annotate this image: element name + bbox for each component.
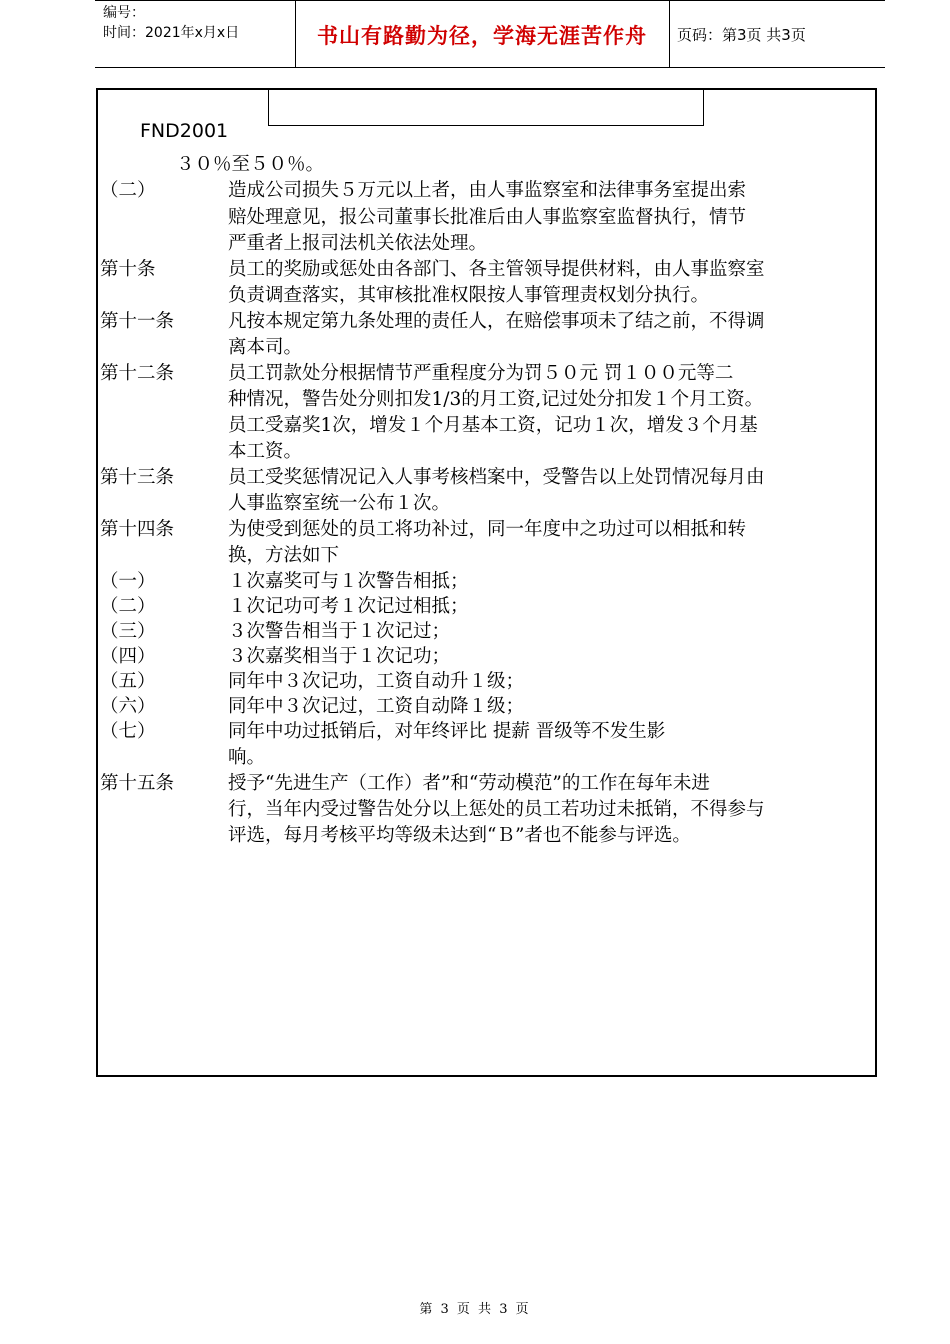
clause-text: 同年中３次记过，工资自动降１级； (228, 696, 525, 717)
clause-label: 第十五条 (100, 773, 175, 794)
clause-text: 响。 (228, 747, 266, 768)
header-motto: 书山有路勤为径，学海无涯苦作舟 (317, 23, 647, 48)
document-code: FND2001 (140, 120, 229, 142)
clause-label: （六） (100, 696, 156, 717)
clause-text: 员工受嘉奖1次，增发１个月基本工资，记功１次，增发３个月基 (228, 415, 758, 436)
clause-label: （一） (100, 571, 156, 592)
clause-text: 同年中３次记功，工资自动升１级； (228, 671, 525, 692)
clause-label: （二） (100, 596, 156, 617)
clause-label: （四） (100, 646, 156, 667)
clause-label: （三） (100, 621, 156, 642)
time-label: 时间：2021年x月x日 (103, 25, 240, 41)
clause-text: ３次警告相当于１次记过； (228, 621, 451, 642)
clause-text: ３０％至５０％。 (176, 154, 325, 175)
clause-text: 员工罚款处分根据情节严重程度分为罚５０元 罚１００元等二 (228, 363, 734, 384)
clause-text: ３次嘉奖相当于１次记功； (228, 646, 451, 667)
page-header (95, 0, 885, 68)
clause-text: １次记功可考１次记过相抵； (228, 596, 469, 617)
clause-text: 造成公司损失５万元以上者，由人事监察室和法律事务室提出索 (228, 180, 747, 201)
clause-label: 第十三条 (100, 467, 175, 488)
clause-text: 员工受奖惩情况记入人事考核档案中，受警告以上处罚情况每月由 (228, 467, 765, 488)
header-meta (95, 1, 295, 68)
clause-label: 第十二条 (100, 363, 175, 384)
clause-text: 为使受到惩处的员工将功补过，同一年度中之功过可以相抵和转 (228, 519, 747, 540)
clause-label: （二） (100, 180, 156, 201)
clause-label: 第十一条 (100, 311, 175, 332)
clause-text: 本工资。 (228, 441, 303, 462)
clause-text: 同年中功过抵销后，对年终评比 提薪 晋级等不发生影 (228, 721, 666, 742)
clause-text: 授予“先进生产（工作）者”和“劳动模范”的工作在每年未进 (228, 773, 710, 794)
clause-text: １次嘉奖可与１次警告相抵； (228, 571, 469, 592)
clause-text: 种情况，警告处分则扣发1/3的月工资,记过处分扣发１个月工资。 (228, 389, 764, 410)
clause-text: 人事监察室统一公布１次。 (228, 493, 451, 514)
clause-label: （七） (100, 721, 156, 742)
clause-label: 第十条 (100, 259, 156, 280)
clause-text: 严重者上报司法机关依法处理。 (228, 233, 488, 254)
clause-label: 第十四条 (100, 519, 175, 540)
clause-text: 赔处理意见，报公司董事长批准后由人事监察室监督执行，情节 (228, 207, 747, 228)
clause-text: 员工的奖励或惩处由各部门、各主管领导提供材料，由人事监察室 (228, 259, 765, 280)
clause-label: （五） (100, 671, 156, 692)
title-box (268, 88, 704, 126)
clause-text: 离本司。 (228, 337, 303, 358)
clause-text: 评选，每月考核平均等级未达到“Ｂ”者也不能参与评选。 (228, 825, 691, 846)
clause-text: 换，方法如下 (228, 545, 340, 566)
number-label: 编号： (103, 5, 145, 21)
clause-text: 负责调查落实，其审核批准权限按人事管理责权划分执行。 (228, 285, 710, 306)
page-footer: 第 3 页 共 3 页 (419, 1302, 531, 1317)
header-page-info: 页码：第3页 共3页 (677, 26, 806, 44)
clause-text: 凡按本规定第九条处理的责任人，在赔偿事项未了结之前，不得调 (228, 311, 765, 332)
clause-text: 行，当年内受过警告处分以上惩处的员工若功过未抵销，不得参与 (228, 799, 765, 820)
header-divider (669, 1, 670, 68)
